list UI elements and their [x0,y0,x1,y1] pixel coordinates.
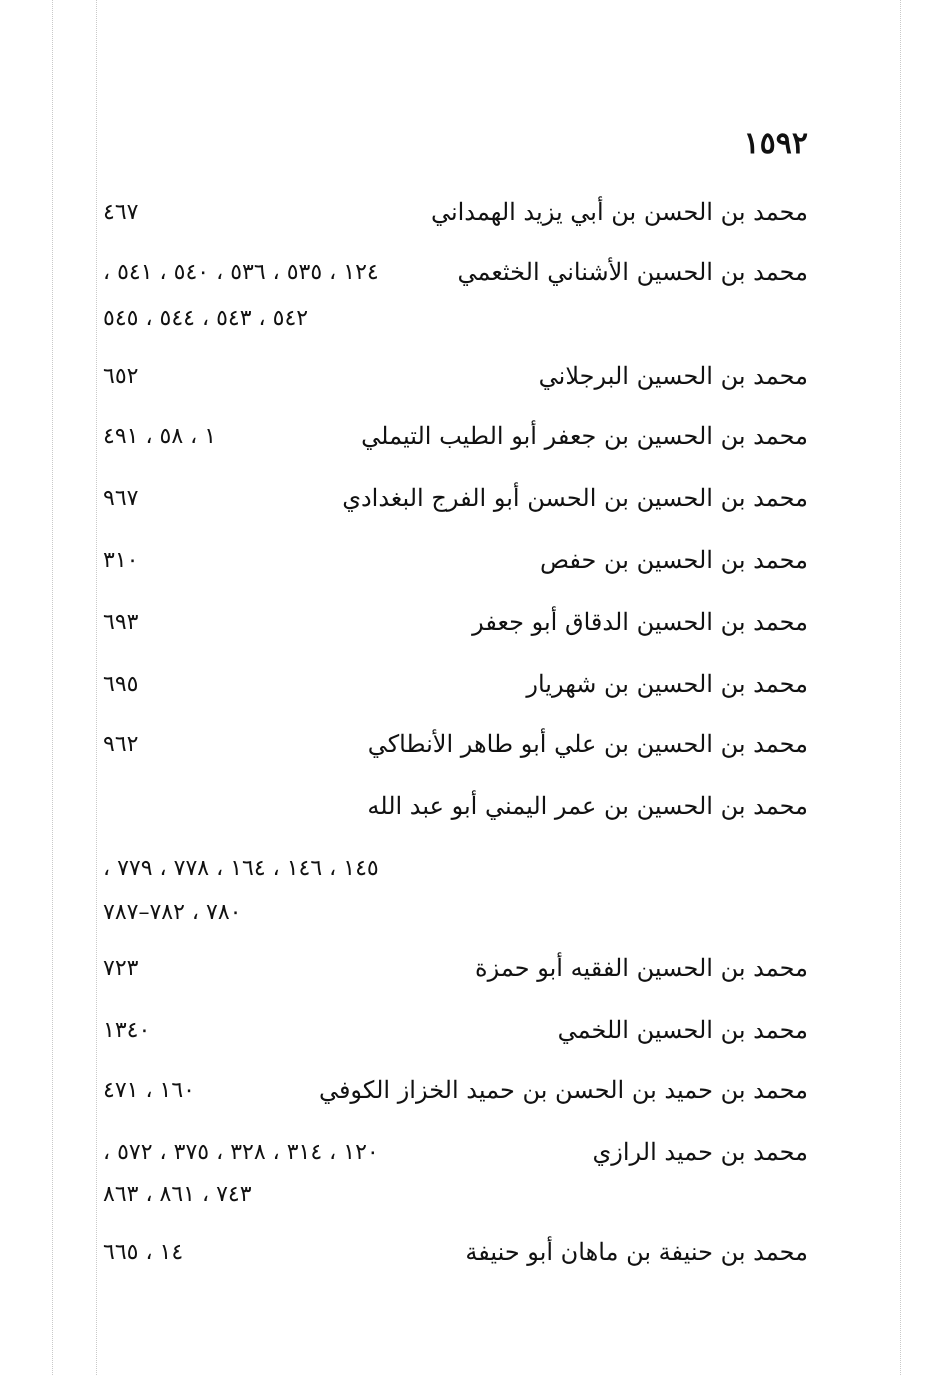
entry-name: محمد بن الحسين بن الحسن أبو الفرج البغدادي [342,484,808,512]
entry-name: محمد بن الحسن بن أبي يزيد الهمداني [430,198,808,226]
entry-name: محمد بن الحسين بن عمر اليمني أبو عبد الله [367,792,808,820]
index-entry [95,198,808,238]
entry-pages: ١٦٠ ، ٤٧١ [103,1078,195,1103]
entry-pages: ١٣٤٠ [103,1018,151,1043]
entry-pages: ٩٦٧ [103,486,139,511]
entry-name: محمد بن الحسين بن جعفر أبو الطيب التيملي [361,422,808,450]
entry-name: محمد بن الحسين الأشناني الخثعمي [457,258,808,286]
entry-name: محمد بن حميد بن الحسن بن حميد الخزاز الكوفي [318,1076,808,1104]
index-entry [95,362,808,402]
entry-pages: ٩٦٢ [103,732,139,757]
entry-name: محمد بن حنيفة بن ماهان أبو حنيفة [465,1238,808,1266]
entry-pages-continuation: ١٤٥ ، ١٤٦ ، ١٦٤ ، ٧٧٨ ، ٧٧٩ ، [103,856,379,881]
scan-artifact-line [52,0,53,1375]
index-entry [95,422,808,462]
entry-name: محمد بن الحسين البرجلاني [538,362,808,390]
index-entry [95,730,808,770]
entry-pages: ٦٥٢ [103,364,139,389]
entry-pages-continuation: ٧٤٣ ، ٨٦١ ، ٨٦٣ [103,1182,252,1207]
entry-name: محمد بن حميد الرازي [592,1138,808,1166]
entry-name: محمد بن الحسين الفقيه أبو حمزة [475,954,808,982]
entry-pages: ٣١٠ [103,548,139,573]
entry-pages: ١٢٤ ، ٥٣٥ ، ٥٣٦ ، ٥٤٠ ، ٥٤١ ، [103,260,379,285]
index-entry [95,670,808,710]
entry-pages: ١ ، ٥٨ ، ٤٩١ [103,424,217,449]
entry-pages: ٤٦٧ [103,200,139,225]
index-entry [95,1238,808,1278]
entry-pages-continuation: ٥٤٢ ، ٥٤٣ ، ٥٤٤ ، ٥٤٥ [103,306,309,331]
entry-pages: ١٢٠ ، ٣١٤ ، ٣٢٨ ، ٣٧٥ ، ٥٧٢ ، [103,1140,379,1165]
entry-name: محمد بن الحسين الدقاق أبو جعفر [472,608,808,636]
entry-pages: ٦٩٥ [103,672,139,697]
index-entry [95,1076,808,1116]
index-entry [95,484,808,524]
page-number: ١٥٩٢ [743,126,808,161]
entry-name: محمد بن الحسين بن علي أبو طاهر الأنطاكي [367,730,808,758]
entry-pages: ٦٩٣ [103,610,139,635]
entry-pages-continuation: ٧٨٠ ، ٧٨٢–٧٨٧ [103,900,242,925]
index-entry [95,792,808,832]
entry-pages: ٧٢٣ [103,956,139,981]
index-entry [95,1016,808,1056]
index-entry [95,1138,808,1178]
entry-name: محمد بن الحسين بن شهريار [526,670,808,698]
scan-artifact-line [900,0,901,1375]
entry-pages: ١٤ ، ٦٦٥ [103,1240,184,1265]
index-entry [95,954,808,994]
entry-name: محمد بن الحسين بن حفص [539,546,808,574]
index-entry [95,608,808,648]
index-entry [95,546,808,586]
index-entry [95,258,808,298]
entry-name: محمد بن الحسين اللخمي [557,1016,808,1044]
